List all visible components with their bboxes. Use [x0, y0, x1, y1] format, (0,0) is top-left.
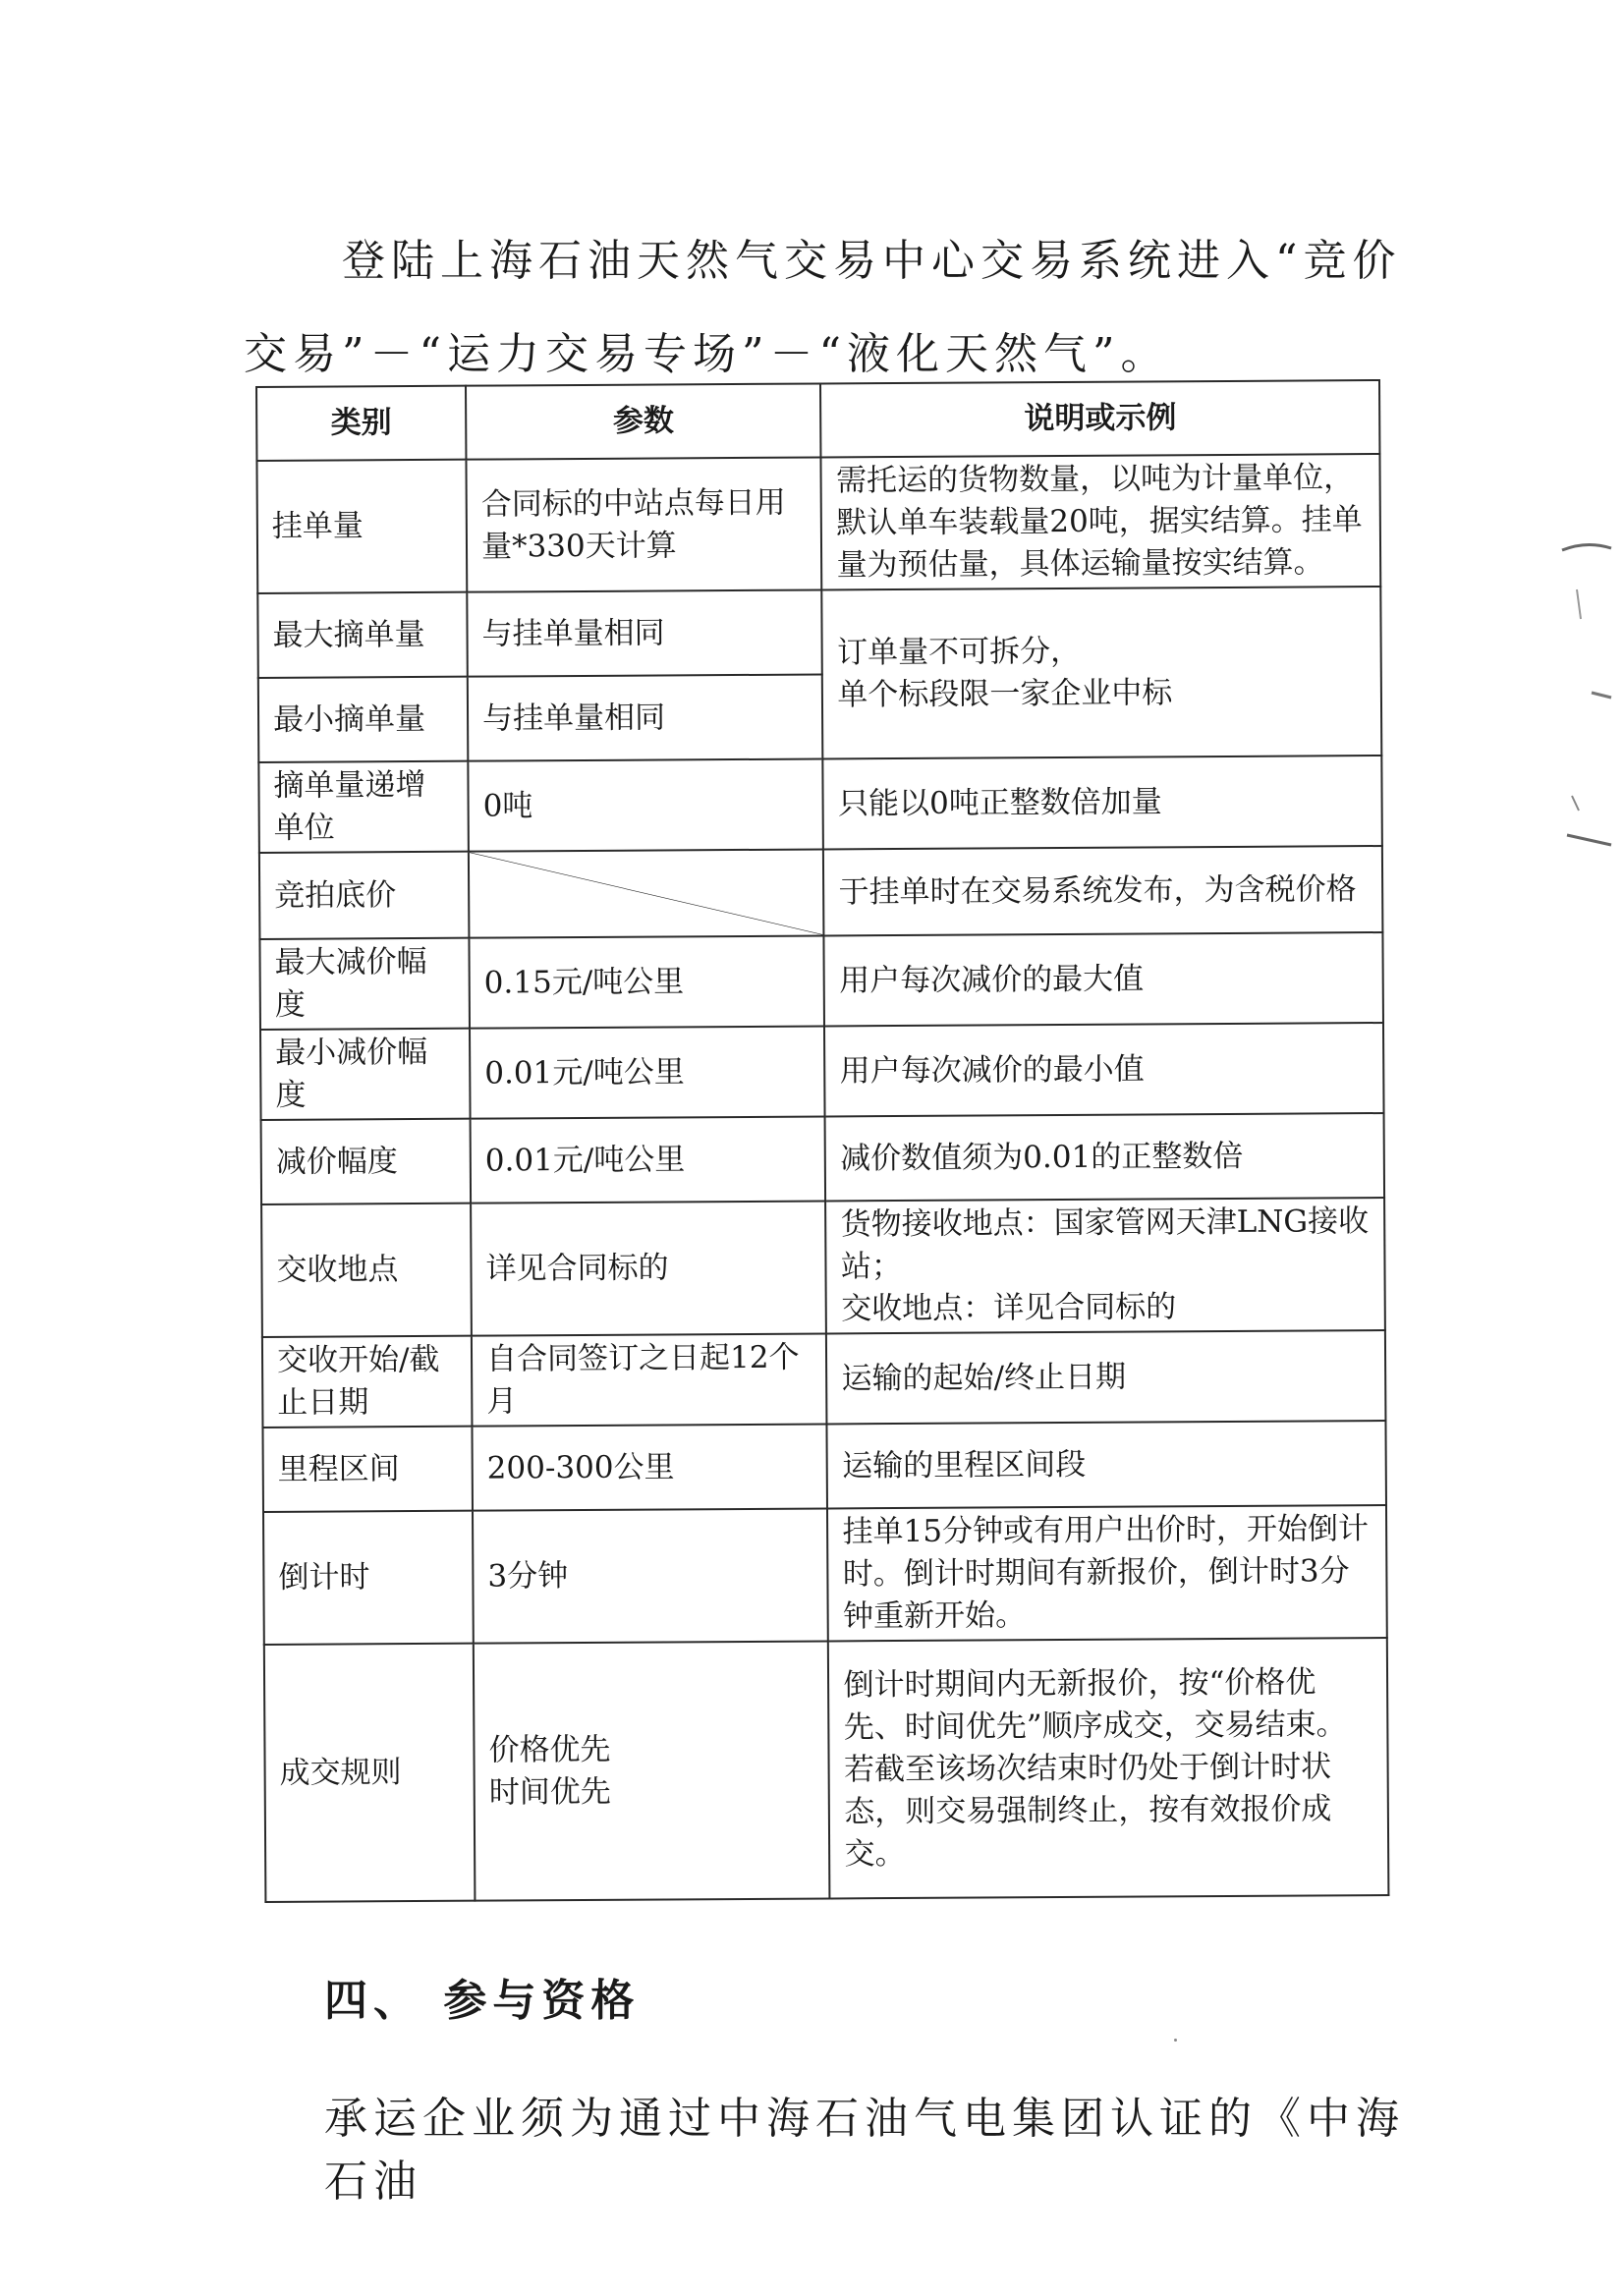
row-param: 合同标的中站点每日用量*330天计算: [466, 457, 821, 591]
row-category: 最大减价幅度: [259, 938, 470, 1030]
row-param: 0.01元/吨公里: [470, 1026, 825, 1118]
row-desc: 用户每次减价的最小值: [824, 1023, 1383, 1116]
row-category: 里程区间: [262, 1427, 473, 1512]
row-category: 减价幅度: [261, 1119, 472, 1204]
scan-margin-marks: [1557, 531, 1616, 865]
row-category: 最小摘单量: [258, 677, 469, 762]
diagonal-line: [470, 850, 823, 936]
row-category: 最大摘单量: [257, 592, 468, 678]
row-desc: 需托运的货物数量，以吨为计量单位，默认单车装载量20吨，据实结算。挂单量为预估量，具体运输量按实结算。: [821, 454, 1380, 589]
row-desc: 用户每次减价的最大值: [824, 932, 1383, 1026]
row-param-multi: [474, 1641, 830, 1900]
row-category: 交收地点: [261, 1204, 472, 1337]
section-body: 承运企业须为通过中海石油气电集团认证的《中海石油: [324, 2094, 1405, 2207]
table-header-row: [256, 380, 1379, 461]
table-row: [257, 587, 1381, 678]
row-param: 0吨: [468, 758, 823, 851]
row-param: 自合同签订之日起12个月: [472, 1333, 827, 1426]
row-desc: 运输的起始/终止日期: [826, 1330, 1385, 1424]
row-desc: 倒计时期间内无新报价，按“价格优先、时间优先”顺序成交，交易结束。若截至该场次结束时仍处于倒计时状态，则交易强制终止，按有效报价成交。: [828, 1638, 1388, 1898]
parameter-table: [255, 379, 1389, 1903]
header-desc: 说明或示例: [820, 380, 1379, 457]
row-category: 成交规则: [264, 1644, 476, 1902]
row-desc-line: 单个标段限一家企业中标: [837, 675, 1173, 713]
row-desc: 挂单15分钟或有用户出价时，开始倒计时。倒计时期间有新报价，倒计时3分钟重新开始。: [827, 1505, 1386, 1641]
table-row: [259, 846, 1383, 939]
row-category: 最小减价幅度: [260, 1029, 471, 1120]
table-row: [262, 1421, 1386, 1512]
row-param: 与挂单量相同: [468, 674, 823, 760]
row-category: 竞拍底价: [259, 852, 470, 939]
row-desc-merged: [822, 587, 1382, 758]
row-category: 倒计时: [263, 1511, 474, 1645]
row-category: 摘单量递增单位: [258, 761, 469, 853]
table-row: [256, 454, 1380, 593]
row-param-line: 价格优先: [488, 1731, 611, 1768]
row-desc-multi: [825, 1198, 1384, 1333]
row-desc: 只能以0吨正整数倍加量: [823, 756, 1382, 849]
row-param: 0.15元/吨公里: [469, 935, 824, 1028]
table-row: [259, 932, 1383, 1030]
row-param: 3分钟: [473, 1508, 828, 1643]
intro-paragraph: 登陆上海石油天然气交易中心交易系统进入“竞价交易”－“运力交易专场”－“液化天然气”。: [244, 236, 1402, 379]
table-row: [261, 1198, 1385, 1337]
row-param: 与挂单量相同: [467, 589, 822, 676]
row-desc-line: 货物接收地点：国家管网天津LNG接收站；: [840, 1204, 1370, 1285]
table-row: [260, 1023, 1384, 1120]
row-desc-line: 订单量不可拆分，: [836, 633, 1082, 671]
row-param: 200-300公里: [472, 1424, 827, 1510]
header-param: 参数: [466, 383, 821, 459]
row-desc: 减价数值须为0.01的正整数倍: [825, 1113, 1384, 1201]
header-category: 类别: [256, 386, 466, 461]
row-param: 详见合同标的: [471, 1201, 826, 1335]
row-param-empty-diagonal: [469, 849, 824, 937]
scan-dot: [1174, 2039, 1177, 2042]
table-row: [261, 1113, 1385, 1204]
row-category: 交收开始/截止日期: [262, 1336, 473, 1428]
row-desc: 运输的里程区间段: [827, 1421, 1386, 1508]
table-row: [258, 756, 1382, 853]
table-row: [264, 1638, 1389, 1902]
row-param: 0.01元/吨公里: [471, 1116, 826, 1203]
row-param-line: 时间优先: [488, 1773, 611, 1811]
table-row: [263, 1505, 1387, 1645]
table-row: [262, 1330, 1386, 1428]
row-desc: 于挂单时在交易系统发布，为含税价格: [823, 846, 1382, 935]
row-desc-line: 交收地点：详见合同标的: [841, 1289, 1177, 1327]
section-heading: 四、 参与资格: [324, 1976, 641, 2026]
row-category: 挂单量: [256, 460, 467, 593]
